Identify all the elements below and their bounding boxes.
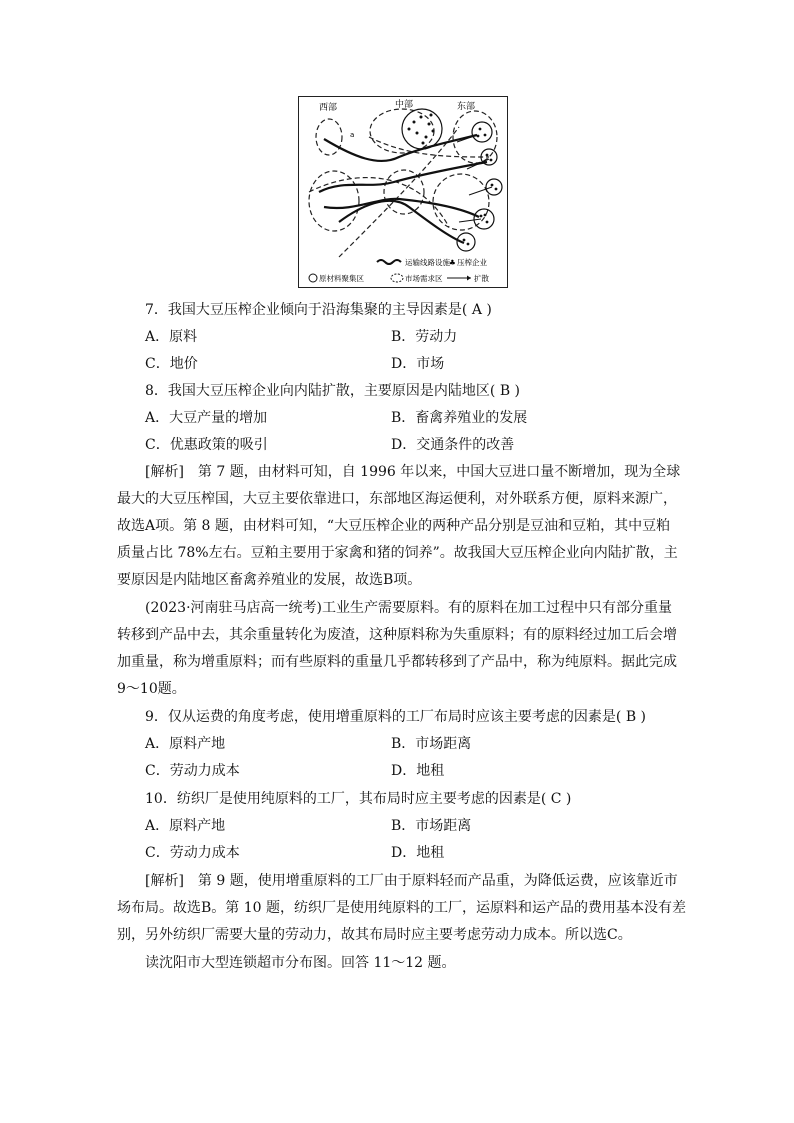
q7-stem: 7．我国大豆压榨企业倾向于沿海集聚的主导因素是( A ): [145, 302, 492, 318]
analysis2-line: 场布局。故选B。第 10 题，纺织厂是使用纯原料的工厂，运原料和运产品的费用基本没有差: [117, 900, 687, 916]
map-figure-svg: [299, 97, 507, 287]
label-west: 西部: [319, 103, 338, 113]
legend-market-icon: [391, 274, 403, 282]
analysis1-line: [解析] 第 7 题，由材料可知，自 1996 年以来，中国大豆进口量不断增加，现为全球: [145, 464, 681, 480]
raw-material-area: [472, 122, 492, 142]
intro-line: (2023·河南驻马店高一统考)工业生产需要原料。有的原料在加工过程中只有部分重量: [145, 600, 673, 616]
legend-spread-label: 扩散: [474, 274, 489, 283]
q9-option-b: B．市场距离: [391, 736, 472, 752]
analysis2-line: [解析] 第 9 题，使用增重原料的工厂由于原料轻而产品重，为降低运费，应该靠近市: [145, 873, 678, 889]
q9-stem: 9．仅从运费的角度考虑，使用增重原料的工厂布局时应该主要考虑的因素是( B ): [145, 709, 647, 725]
transport-route: [324, 135, 477, 161]
legend-raw-label: 原材料聚集区: [319, 274, 364, 283]
raw-material-area: [474, 209, 494, 229]
raw-material-area: [486, 179, 502, 195]
soybean-industry-map: [298, 96, 508, 288]
q10-option-d: D．地租: [391, 845, 445, 861]
analysis1-line: 故选A项。第 8 题，由材料可知，“大豆压榨企业的两种产品分别是豆油和豆粕，其中豆粕: [117, 518, 671, 534]
label-a: a: [350, 131, 355, 139]
transport-route: [319, 162, 487, 192]
q8-option-a: A．大豆产量的增加: [145, 410, 268, 426]
q7-option-d: D．市场: [391, 356, 445, 372]
raw-material-areas: [402, 109, 502, 251]
legend-press-label: 压榨企业: [457, 258, 487, 267]
legend-transport-label: 运输线路设施: [405, 258, 450, 267]
legend-raw-icon: [309, 274, 317, 282]
market-area: [316, 119, 342, 155]
q10-option-a: A．原料产地: [145, 818, 226, 834]
label-east: 东部: [457, 102, 476, 112]
q7-option-c: C．地价: [145, 356, 198, 372]
market-area: [309, 171, 359, 231]
spread-arrow: [469, 187, 492, 195]
q7-option-b: B．劳动力: [391, 329, 458, 345]
market-area: [339, 127, 459, 257]
raw-material-dots: [408, 114, 498, 246]
analysis1-line: 最大的大豆压榨国，大豆主要依靠进口，东部地区海运便利，对外联系方便，原料来源广，: [117, 491, 677, 507]
q7-option-a: A．原料: [145, 329, 198, 345]
q10-option-c: C．劳动力成本: [145, 845, 240, 861]
q8-stem: 8．我国大豆压榨企业向内陆扩散，主要原因是内陆地区( B ): [145, 383, 521, 399]
q9-option-d: D．地租: [391, 763, 445, 779]
q10-option-b: B．市场距离: [391, 818, 472, 834]
legend-market-label: 市场需求区: [405, 274, 443, 283]
q8-option-b: B．畜禽养殖业的发展: [391, 410, 528, 426]
spread-arrow: [459, 219, 481, 222]
legend: [309, 257, 489, 283]
q9-option-a: A．原料产地: [145, 736, 226, 752]
q8-option-d: D．交通条件的改善: [391, 437, 515, 453]
analysis2-line: 别，另外纺织厂需要大量的劳动力，故其布局时应主要考虑劳动力成本。所以选C。: [117, 927, 632, 943]
intro-line: 9～10题。: [117, 681, 186, 697]
legend-press-icon: ♣: [449, 258, 456, 267]
q8-option-c: C．优惠政策的吸引: [145, 437, 268, 453]
analysis1-line: 质量占比 78%左右。豆粕主要用于家禽和猪的饲养”。故我国大豆压榨企业向内陆扩散，主: [117, 545, 678, 561]
label-central: 中部: [395, 100, 414, 110]
transport-route: [339, 201, 464, 243]
legend-spread-arrowhead: [467, 276, 471, 281]
market-areas: [309, 109, 497, 257]
next-question-prompt: 读沈阳市大型连锁超市分布图。回答 11～12 题。: [145, 955, 456, 971]
intro-line: 加重量，称为增重原料；而有些原料的重量几乎都转移到了产品中，称为纯原料。据此完成: [117, 654, 677, 670]
q9-option-c: C．劳动力成本: [145, 763, 240, 779]
q10-stem: 10．纺织厂是使用纯原料的工厂，其布局时应主要考虑的因素是( C ): [145, 791, 572, 807]
legend-transport-icon: [377, 260, 401, 264]
analysis1-line: 要原因是内陆地区畜禽养殖业的发展，故选B项。: [117, 572, 422, 588]
intro-line: 转移到产品中去，其余重量转化为废渣，这种原料称为失重原料；有的原料经过加工后会增: [117, 627, 677, 643]
transport-routes: [319, 135, 487, 243]
